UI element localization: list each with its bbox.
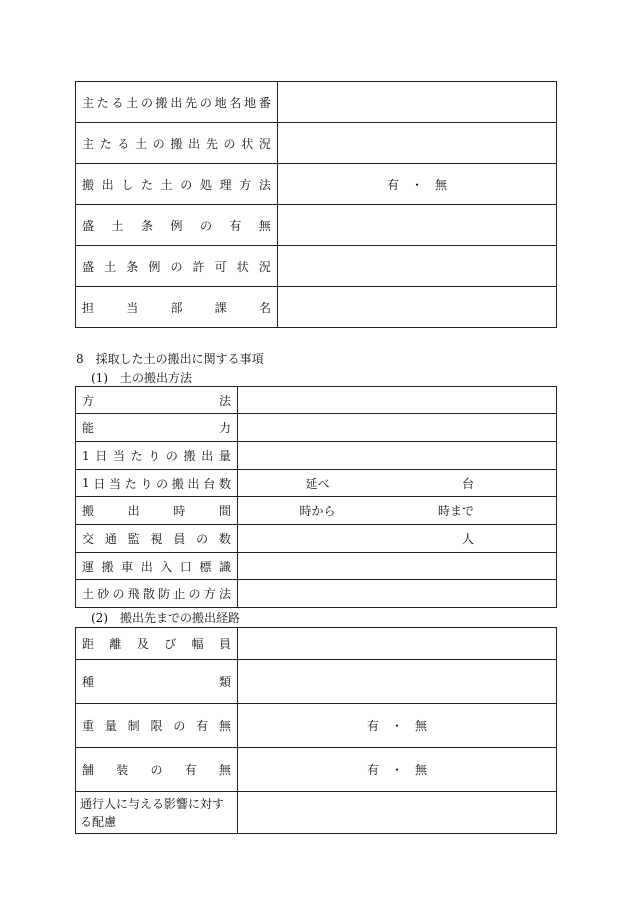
table-row	[76, 123, 557, 164]
value-cell[interactable]	[278, 82, 557, 123]
label-char: 時	[173, 504, 186, 518]
label-char: 法	[258, 177, 271, 192]
label-char: 1	[82, 476, 90, 490]
row-label	[76, 580, 238, 608]
total-prefix: 延べ	[305, 476, 330, 491]
row-label	[76, 525, 238, 553]
label-char: 運	[82, 559, 95, 574]
label-char: 防	[158, 587, 171, 601]
unit-vehicles: 台	[461, 476, 474, 491]
label-char: 止	[173, 587, 186, 601]
label-char: 入	[160, 559, 173, 574]
subsection-1-title: (1) 土の搬出方法	[91, 371, 192, 385]
label-char: 主	[82, 95, 95, 110]
label-char: 量	[218, 449, 231, 463]
row-label	[76, 287, 278, 328]
label-char: 制	[127, 719, 140, 733]
label-spread	[82, 585, 231, 602]
label-spread	[82, 217, 271, 234]
label-char: 出	[140, 559, 153, 574]
label-char: 出	[201, 449, 214, 463]
table-transport-route	[75, 627, 557, 834]
label-char: 土	[111, 218, 124, 233]
table-row	[76, 580, 557, 608]
label-char: 況	[258, 259, 271, 274]
table-row	[76, 470, 557, 497]
label-char: た	[130, 449, 143, 463]
label-spread	[82, 135, 271, 152]
row-label	[76, 470, 238, 497]
label-char: た	[124, 476, 137, 491]
yes-no-choice[interactable]: 有 ・ 無	[238, 748, 557, 792]
label-char: 及	[136, 637, 149, 651]
label-char: 方	[82, 393, 95, 408]
label-char: の	[140, 95, 153, 110]
label-char: の	[199, 218, 212, 233]
label-char: 況	[258, 136, 271, 151]
label-char: 部	[170, 300, 183, 315]
value-cell[interactable]	[278, 246, 557, 287]
label-char: の	[152, 136, 165, 151]
value-cell[interactable]	[238, 442, 557, 470]
label-spread	[82, 558, 231, 575]
row-label	[76, 442, 238, 470]
value-cell[interactable]	[238, 387, 557, 414]
table-transport-method	[75, 386, 557, 608]
label-char: の	[196, 532, 209, 546]
label-char: 当	[126, 300, 139, 315]
value-cell[interactable]	[278, 287, 557, 328]
label-char: 有	[196, 719, 209, 733]
value-cell[interactable]	[238, 628, 557, 660]
label-char: 状	[236, 259, 249, 274]
value-cell[interactable]	[238, 553, 557, 580]
row-label	[76, 660, 238, 704]
label-char: 可	[214, 259, 227, 274]
value-cell[interactable]	[238, 414, 557, 442]
table-row	[76, 387, 557, 414]
label-char: 量	[104, 719, 117, 733]
label-char: 種	[82, 675, 95, 689]
label-char: 先	[205, 136, 218, 151]
table-row	[76, 82, 557, 123]
label-spread	[82, 447, 231, 464]
label-char: 名	[229, 95, 242, 110]
label-char: り	[148, 449, 161, 463]
row-label	[76, 748, 238, 792]
label-char: 監	[127, 532, 140, 546]
label-char: 搬	[82, 504, 95, 518]
label-char: 出	[127, 504, 140, 518]
label-char: 土	[82, 587, 95, 601]
yes-no-choice[interactable]: 有 ・ 無	[278, 164, 557, 205]
row-label	[76, 164, 278, 205]
label-char: 状	[241, 136, 254, 151]
label-char: 搬	[155, 95, 168, 110]
label-char: 当	[109, 476, 122, 491]
row-label	[76, 205, 278, 246]
label-char: 無	[258, 218, 271, 233]
label-char: 当	[112, 449, 125, 463]
label-char: た	[99, 136, 112, 151]
label-char: 1	[82, 448, 90, 463]
label-char: 能	[82, 421, 95, 435]
table-row	[76, 660, 557, 704]
label-char: 出	[170, 95, 183, 110]
label-char: 搬	[183, 449, 196, 463]
label-char: の	[150, 763, 163, 777]
label-char: 有	[184, 763, 197, 777]
table-row	[76, 414, 557, 442]
label-char: 通	[104, 532, 117, 546]
label-char: 数	[218, 532, 231, 546]
table-row	[76, 748, 557, 792]
label-char: 視	[150, 532, 163, 546]
label-char: の	[199, 95, 212, 110]
label-char: 無	[218, 719, 231, 733]
label-char: 盛	[82, 259, 95, 274]
label-char: び	[164, 637, 177, 651]
label-char: 土	[160, 177, 173, 192]
label-spread	[82, 673, 231, 690]
label-char: 土	[126, 95, 139, 110]
table-row	[76, 164, 557, 205]
label-char: 方	[203, 587, 216, 601]
label-char: の	[165, 449, 178, 463]
label-char: 飛	[127, 587, 140, 601]
value-pair	[238, 502, 556, 519]
label-char: の	[223, 136, 236, 151]
table-row	[76, 287, 557, 328]
label-char: 担	[82, 300, 95, 315]
label-char: 力	[218, 421, 231, 435]
value-cell[interactable]	[238, 470, 557, 497]
table-row	[76, 628, 557, 660]
label-char: 地	[244, 95, 257, 110]
label-char: 理	[219, 177, 232, 192]
label-char: 搬	[170, 136, 183, 151]
label-char: 条	[140, 218, 153, 233]
row-label	[76, 628, 238, 660]
row-label	[76, 553, 238, 580]
row-label	[76, 497, 238, 525]
label-spread	[82, 176, 271, 193]
value-cell[interactable]	[238, 792, 557, 834]
row-label	[76, 387, 238, 414]
table-row	[76, 246, 557, 287]
label-char: 口	[179, 559, 192, 574]
value-cell[interactable]	[278, 123, 557, 164]
row-label	[76, 246, 278, 287]
row-label	[76, 82, 278, 123]
label-char: 日	[93, 476, 106, 491]
value-cell[interactable]	[278, 205, 557, 246]
label-char: 処	[199, 177, 212, 192]
value-pair	[238, 475, 556, 492]
label-char: 先	[185, 95, 198, 110]
label-spread	[82, 530, 231, 547]
label-char: の	[173, 719, 186, 733]
time-from: 時から	[299, 504, 336, 518]
label-spread	[82, 717, 231, 734]
label-char: 交	[82, 532, 95, 546]
label-char: 重	[82, 719, 95, 733]
label-char: 土	[104, 259, 117, 274]
label-char: る	[111, 95, 124, 110]
label-char: 無	[218, 763, 231, 777]
value-pair	[238, 530, 556, 547]
label-char: 台	[203, 476, 216, 491]
multiline-label: 通行人に与える影響に対する配慮	[80, 796, 225, 829]
label-char: 日	[95, 449, 108, 463]
label-char: 車	[121, 559, 134, 574]
label-char: 標	[199, 559, 212, 574]
label-char: 間	[218, 504, 231, 518]
label-char: 限	[150, 719, 163, 733]
label-char: の	[188, 587, 201, 601]
unit-persons: 人	[461, 532, 474, 546]
value-cell[interactable]	[238, 497, 557, 525]
label-char: 散	[142, 587, 155, 601]
label-char: 例	[170, 218, 183, 233]
yes-no-choice[interactable]: 有 ・ 無	[238, 704, 557, 748]
label-char: 出	[101, 177, 114, 192]
row-label	[76, 704, 238, 748]
label-char: の	[112, 587, 125, 601]
section-8-title: 8 採取した土の搬出に関する事項	[76, 352, 264, 366]
row-label	[76, 414, 238, 442]
row-label	[76, 123, 278, 164]
value-cell[interactable]	[238, 660, 557, 704]
label-char: 識	[218, 559, 231, 574]
time-to: 時まで	[437, 504, 474, 518]
label-char: 主	[82, 136, 95, 151]
label-spread	[82, 475, 231, 492]
row-label	[76, 792, 238, 834]
label-char: 舗	[82, 763, 95, 777]
label-char: 類	[218, 675, 231, 689]
table-row	[76, 792, 557, 834]
label-char: 員	[173, 532, 186, 546]
label-char: の	[156, 476, 169, 491]
table-row	[76, 442, 557, 470]
label-spread	[82, 392, 231, 409]
label-char: 搬	[101, 559, 114, 574]
label-char: の	[170, 259, 183, 274]
subsection-2-title: (2) 搬出先までの搬出経路	[91, 611, 240, 625]
table-row	[76, 553, 557, 580]
label-char: 番	[258, 95, 271, 110]
value-cell[interactable]	[238, 525, 557, 553]
label-char: た	[140, 177, 153, 192]
label-char: 土	[135, 136, 148, 151]
label-char: の	[180, 177, 193, 192]
label-char: 条	[126, 259, 139, 274]
label-char: 盛	[82, 218, 95, 233]
label-char: 許	[192, 259, 205, 274]
label-char: 法	[218, 393, 231, 408]
label-char: 搬	[171, 476, 184, 491]
label-spread	[82, 761, 231, 778]
label-char: 距	[82, 637, 95, 651]
label-spread	[82, 635, 231, 652]
table-row	[76, 205, 557, 246]
label-spread	[82, 502, 231, 519]
label-char: 出	[188, 136, 201, 151]
label-spread	[82, 419, 231, 436]
label-char: 員	[218, 637, 231, 651]
label-spread	[82, 299, 271, 316]
label-char: り	[140, 476, 153, 491]
table-row	[76, 497, 557, 525]
table-disposal-destination	[75, 81, 557, 328]
label-char: 幅	[191, 637, 204, 651]
label-char: 方	[239, 177, 252, 192]
label-char: る	[117, 136, 130, 151]
label-char: 離	[109, 637, 122, 651]
label-char: 数	[218, 476, 231, 491]
label-char: 地	[214, 95, 227, 110]
label-char: 装	[116, 763, 129, 777]
label-char: 例	[148, 259, 161, 274]
label-char: 課	[214, 300, 227, 315]
label-char: し	[121, 177, 134, 192]
label-char: 搬	[82, 177, 95, 192]
value-cell[interactable]	[238, 580, 557, 608]
label-spread	[82, 258, 271, 275]
label-char: た	[96, 95, 109, 110]
label-char: 出	[187, 476, 200, 491]
label-spread	[82, 94, 271, 111]
table-row	[76, 704, 557, 748]
label-char: 名	[258, 300, 271, 315]
label-char: 法	[218, 587, 231, 601]
table-row	[76, 525, 557, 553]
label-char: 砂	[97, 587, 110, 601]
label-char: 有	[229, 218, 242, 233]
